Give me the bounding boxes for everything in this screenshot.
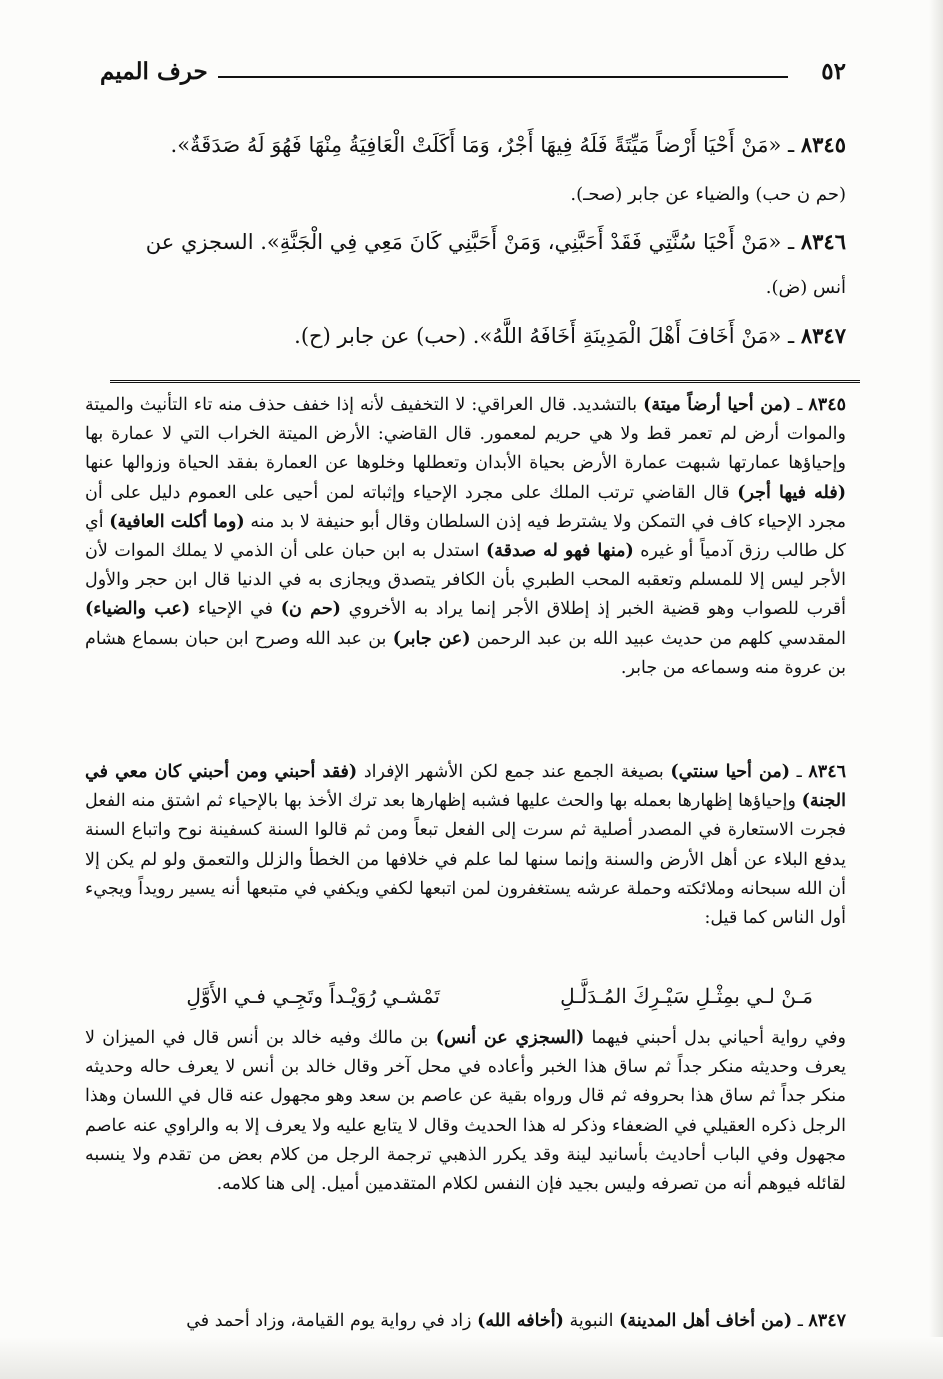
hadith-number: ٨٣٤٦: [800, 229, 846, 254]
page-number: ٥٢: [821, 58, 846, 85]
commentary-number: ٨٣٤٦: [808, 762, 846, 782]
hadith-number: ٨٣٤٧: [800, 323, 846, 348]
header-rule: [218, 76, 788, 78]
commentary-number: ٨٣٤٧: [808, 1311, 846, 1331]
hadith-8345-source: (حم ن حب) والضياء عن جابر (صحـ).: [570, 184, 846, 205]
page-edge-right: [929, 0, 943, 1379]
hadith-text: «مَنْ أَحْيَا أَرْضاً مَيِّتَةً فَلَهُ فِيهَا أَجْرٌ، وَمَا أَكَلَتْ الْعَافِيَةُ مِنْهَا فَهُوَ لَهُ صَدَقَةٌ».: [170, 133, 782, 157]
poetry-verse: [120, 984, 813, 1018]
hadith-text: «مَنْ أَخَافَ أَهْلَ الْمَدِينَةِ أَخَافَهُ اللَّهُ». (حب) عن جابر (ح).: [294, 324, 782, 348]
commentary-8347: ٨٣٤٧ ـ (من أخاف أهل المدينة) النبوية (أخافه الله) زاد في رواية يوم القيامة، وزاد أحمد في: [186, 1311, 846, 1331]
commentary-8346: ٨٣٤٦ ـ (من أحيا سنتي) بصيغة الجمع عند جمع لكن الأشهر الإفراد (فقد أحبني ومن أحبني كان معي في الجنة) وإحياؤها إظهارها بعمله بها والحث عليها فشبه إظهارها بعد ترك الأخذ بها بالإحياء ثم اشتق منه الفعل فجرت الاستعارة في المصدر أصلية ثم سرت إلى الفعل تبعاً ومن ثم قالوا السنة كسفينة نوح واتباع السنة يدفع البلاء عن أهل الأرض والسنة وإنما سنها لما علم في خلافها من الخطأ والزلل والتعمق ولو لم يكن إلا أن الله سبحانه وملائكته وحملة عرشه يستغفرون لمن اتبعها لكفي ويكفي في متبعها أنه يسير رويداً ويجيء أول الناس كما قيل:: [85, 762, 846, 929]
verse-first-hemistich: مَـنْ لـي بمِثْـلِ سَيْـرِكَ المُـدَلَّـلِ: [560, 984, 813, 1008]
hadith-number: ٨٣٤٥: [800, 132, 846, 157]
commentary-8346-continued: وفي رواية أحياني بدل أحبني فيهما (السجزي عن أنس) بن مالك وفيه خالد بن أنس قال في الميزان لا يعرف وحديثه منكر جداً ثم ساق هذا الخبر وأعاده في محل آخر وقال خالد بن أنس لا يعرف حاله وحديثه منكر جداً ثم ساق هذا بحروفه ثم قال ورواه بقية عن عاصم بن سعد وهو مجهول عنه قال في اللسان وهذا الرجل ذكره العقيلي في الضعفاء وذكر له هذا الحديث وقال لا يتابع عليه ولا يعرف إلا به والراوي عنه عاصم مجهول وفي الباب أحاديث بأسانيد لينة وقد يكرر الذهبي ترجمة الرجل من كلام بعض من تقدم ولا ينسبه لقائله فيوهم أنه من تصرفه وليس بجيد فإن النفس لكلام المتقدمين أميل. إلى هنا كلامه.: [85, 1028, 846, 1195]
commentary-number: ٨٣٤٥: [808, 395, 846, 415]
verse-second-hemistich: تَمْشـي رُوَيْـداً وتَجِـي فـي الأَوَّلِ: [186, 984, 440, 1008]
hadith-8346: ٨٣٤٦ ـ «مَنْ أَحْيَا سُنَّتِي فَقَدْ أَحَبَّنِي، وَمَنْ أَحَبَّنِي كَانَ مَعِي فِي الْجَنَّةِ». السجزي عن: [145, 229, 846, 254]
hadith-text: «مَنْ أَحْيَا سُنَّتِي فَقَدْ أَحَبَّنِي، وَمَنْ أَحَبَّنِي كَانَ مَعِي فِي الْجَنَّةِ». السجزي عن: [145, 230, 782, 254]
page-edge-bottom: [0, 1337, 943, 1379]
hadith-8346-source: أنس (ض).: [765, 277, 846, 298]
hadith-8347: ٨٣٤٧ ـ «مَنْ أَخَافَ أَهْلَ الْمَدِينَةِ أَخَافَهُ اللَّهُ». (حب) عن جابر (ح).: [294, 323, 846, 348]
footnote-divider: [110, 380, 860, 386]
commentary-8345: ٨٣٤٥ ـ (من أحيا أرضاً ميتة) بالتشديد. قال العراقي: لا التخفيف لأنه إذا خفف حذف منه تاء التأنيث والميتة والموات أرض لم تعمر قط ولا هي حريم لمعمور. قال القاضي: الأرض الميتة الخراب التي لا عمارة بها وإحياؤها عمارتها شبهت عمارة الأرض بحياة الأبدان وتعطلها وخلوها عن العمارة بفقد الحياة وزوالها عنها (فله فيها أجر) قال القاضي ترتب الملك على مجرد الإحياء وإثباته لمن أحيى على العموم دليل على أن مجرد الإحياء كاف في التمكن ولا يشترط فيه إذن السلطان وقال أبو حنيفة لا بد منه (وما أكلت العافية) أي كل طالب رزق آدمياً أو غيره (منها فهو له صدقة) استدل به ابن حبان على أن الذمي لا يملك الموات لأن الأجر ليس إلا للمسلم وتعقبه المحب الطبري بأن الكافر يتصدق ويجازى به في الدنيا قال ابن حجر والأول أقرب للصواب وهو قضية الخبر إذ إطلاق الأجر إنما يراد به الأخروي (حم ن) في الإحياء (عب والضياء) المقدسي كلهم من حديث عبيد الله بن عبد الرحمن (عن جابر) بن عبد الله وصرح ابن حبان بسماع هشام بن عروة منه وسماعه من جابر.: [85, 395, 847, 678]
chapter-title: حرف الميم: [100, 58, 208, 85]
hadith-8345: ٨٣٤٥ ـ «مَنْ أَحْيَا أَرْضاً مَيِّتَةً فَلَهُ فِيهَا أَجْرٌ، وَمَا أَكَلَتْ الْعَافِيَةُ مِنْهَا فَهُوَ لَهُ صَدَقَةٌ».: [170, 132, 846, 157]
page-header: [100, 52, 846, 92]
